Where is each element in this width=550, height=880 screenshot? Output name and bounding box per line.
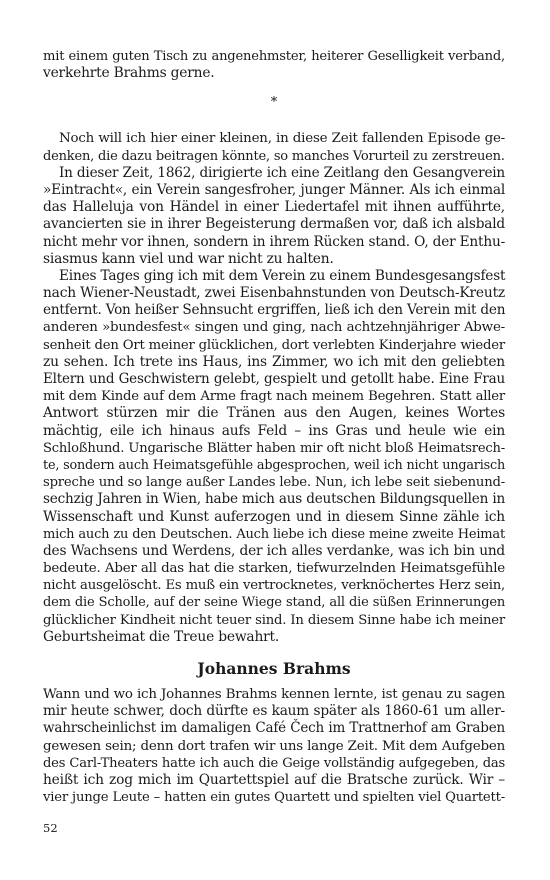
text-line: mit einem guten Tisch zu angenehmster, heiterer Geselligkeit verband, — [43, 49, 505, 64]
top-paragraph — [43, 48, 505, 82]
text-line: te, sondern auch Heimatsgefühle abgesprochen, weil ich nicht ungarisch — [43, 457, 505, 473]
text-line: mit dem Kinde auf dem Arme fragt nach meinem Begehren. Statt aller — [43, 389, 505, 405]
text-line: In dieser Zeit, 1862, dirigierte ich eine Zeitlang den Gesangverein — [59, 164, 505, 181]
text-line: senheit den Ort meiner glücklichen, dort verlebten Kinderjahre wieder — [43, 337, 505, 353]
text-line: gewesen sein; denn dort trafen wir uns lange Zeit. Mit dem Aufgeben — [43, 738, 505, 754]
text-line: spreche und so lange außer Landes lebe. Nun, ich lebe seit siebenund- — [43, 475, 505, 491]
text-line: sechzig Jahren in Wien, habe mich aus deutschen Bildungsquellen in — [43, 491, 506, 508]
text-line: mich auch zu den Deutschen. Auch liebe ich diese meine zweite Heimat — [43, 526, 505, 542]
text-line: avancierten sie in ihrer Begeisterung dermaßen vor, daß ich alsbald — [43, 216, 505, 233]
text-line: »Eintracht«, ein Verein sangesfroher, junger Männer. Als ich einmal — [43, 181, 505, 198]
text-line: Schloßhund. Ungarische Blätter haben mir oft nicht bloß Heimatsrech- — [43, 440, 505, 456]
text-line: verkehrte Brahms gerne. — [43, 65, 215, 82]
text-line: des Wachsens und Werdens, der ich alles verdanke, was ich bin und — [43, 542, 505, 559]
text-line: des Carl-Theaters hatte ich auch die Geige vollständig aufgegeben, das — [43, 755, 505, 771]
text-line: Wissenschaft und Kunst auferzogen und in diesem Sinne zähle ich — [43, 508, 505, 525]
book-page — [43, 48, 505, 806]
text-line: wahrscheinlichst im damaligen Café Čech im Trattnerhof am Graben — [43, 720, 505, 737]
text-line: Noch will ich hier einer kleinen, in diese Zeit fallenden Episode ge- — [59, 131, 505, 147]
text-line: entfernt. Von heißer Sehnsucht ergriffen, ließ ich den Verein mit den — [43, 302, 506, 319]
text-line: anderen »bundesfest« singen und ging, nach achtzehnjähriger Abwe- — [43, 320, 505, 336]
paragraph-heimat — [43, 268, 505, 646]
paragraph-episode — [43, 130, 505, 164]
text-line: vier junge Leute – hatten ein gutes Quartett und spielten viel Quartett- — [43, 790, 505, 806]
text-line: nicht mehr vor ihnen, sondern in ihrem Rücken stand. O, der Enthu- — [43, 233, 505, 250]
text-line: nicht ausgelöscht. Es muß ein vertrocknetes, verknöchertes Herz sein, — [43, 578, 505, 594]
text-line: heißt ich zog mich im Quartettspiel auf die Bratsche zurück. Wir – — [43, 771, 505, 788]
text-line: Eltern und Geschwistern gelebt, gespielt und getollt habe. Eine Frau — [43, 371, 505, 387]
text-line: Geburtsheimat die Treue bewahrt. — [43, 628, 280, 645]
section-heading: Johannes Brahms — [197, 659, 351, 678]
text-line: dem die Scholle, auf der seine Wiege stand, all die süßen Erinnerungen — [43, 595, 505, 611]
text-line: Antwort stürzen mir die Tränen aus den Augen, keines Wortes — [43, 405, 505, 422]
text-line: das Halleluja von Händel in einer Liedertafel mit ihnen aufführte, — [43, 199, 505, 216]
text-line: siasmus kann viel und war nicht zu halten. — [43, 250, 334, 267]
text-line: nach Wiener-Neustadt, zwei Eisenbahnstunden von Deutsch-Kreutz — [43, 285, 505, 302]
text-line: Wann und wo ich Johannes Brahms kennen lernte, ist genau zu sagen — [43, 687, 505, 702]
section-separator: * — [270, 95, 278, 111]
text-line: zu sehen. Ich trete ins Haus, ins Zimmer, wo ich mit den geliebten — [43, 353, 505, 370]
paragraph-brahms — [43, 686, 505, 806]
text-line: mir heute schwer, doch dürfte es kaum später als 1860-61 um aller- — [43, 703, 505, 720]
paragraph-eintracht — [43, 165, 505, 268]
text-line: mächtig, eile ich hinaus aufs Feld – ins Gras und heule wie ein — [43, 422, 505, 439]
text-line: denken, die dazu beitragen könnte, so manches Vorurteil zu zerstreuen. — [43, 148, 505, 164]
page-number: 52 — [43, 821, 58, 835]
text-line: glücklicher Kindheit nicht teuer sind. In diesem Sinne habe ich meiner — [43, 612, 505, 628]
text-line: bedeute. Aber all das hat die starken, tiefwurzelnden Heimatsgefühle — [43, 561, 505, 577]
text-line: Eines Tages ging ich mit dem Verein zu einem Bundesgesangsfest — [59, 267, 506, 284]
